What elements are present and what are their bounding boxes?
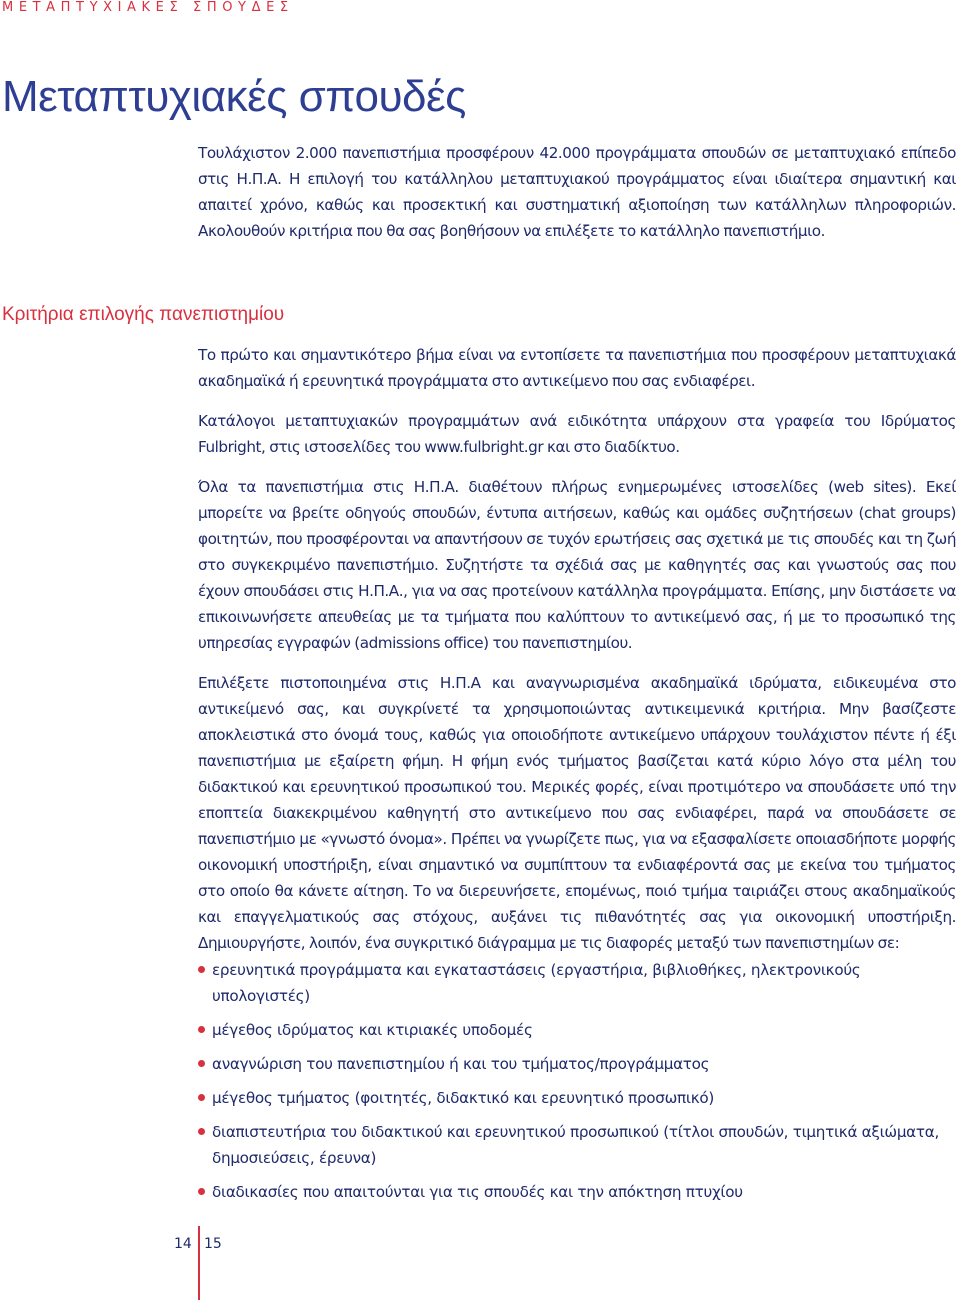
page-number-left: 14: [174, 1236, 192, 1252]
list-item-text: διαδικασίες που απαιτούνται για τις σπουδές και την απόκτηση πτυχίου: [212, 1183, 743, 1201]
bullet-dot-icon: [198, 1026, 205, 1033]
bullet-dot-icon: [198, 1060, 205, 1067]
list-item: [198, 1179, 956, 1205]
list-item: [198, 1017, 956, 1043]
bullet-dot-icon: [198, 1188, 205, 1195]
list-item-text: διαπιστευτήρια του διδακτικού και ερευνητικού προσωπικού (τίτλοι σπουδών, τιμητικά αξιώματα, δημοσιεύσεις, έρευνα): [212, 1123, 939, 1167]
list-item: [198, 1085, 956, 1111]
list-item: [198, 957, 956, 1009]
body-paragraph-3: Όλα τα πανεπιστήμια στις Η.Π.Α. διαθέτουν πλήρως ενημερωμένες ιστοσελίδες (web sites). Εκεί μπορείτε να βρείτε οδηγούς σπουδών, έντυπα αιτήσεων, καθώς και ομάδες συζητήσεων (chat groups) φοιτητών, που προσφέρονται να απαντήσουν σε τυχόν ερωτήσεις σας σχετικά με τις σπουδές και τη ζωή στο συγκεκριμένο πανεπιστήμιο. Συζητήστε τα σχέδιά σας με καθηγητές σας και γνωστούς σας που έχουν σπουδάσει στις Η.Π.Α., για να σας προτείνουν κατάλληλα προγράμματα. Επίσης, μην διστάσετε να επικοινωνήσετε απευθείας με τα τμήματα που καλύπτουν το αντικείμενό σας, ή με το προσωπικό της υπηρεσίας εγγραφών (admissions office) του πανεπιστημίου.: [198, 478, 956, 652]
body-paragraph-4: Επιλέξετε πιστοποιημένα στις Η.Π.Α και αναγνωρισμένα ακαδημαϊκά ιδρύματα, ειδικευμένα στο αντικείμενό σας, και συγκρίνετέ τα χρησιμοποιώντας αντικειμενικά κριτήρια. Μην βασίζεστε αποκλειστικά στο όνομά τους, καθώς για οποιοδήποτε αντικείμενο υπάρχουν τουλάχιστον πέντε ή έξι πανεπιστήμια με εξαίρετη φήμη. Η φήμη ενός τμήματος βασίζεται κατά κύριο λόγο στα μέλη του διδακτικού και ερευνητικού προσωπικού του. Μερικές φορές, είναι προτιμότερο να σπουδάσετε υπό την εποπτεία διακεκριμένου καθηγητή στο αντικείμενο που σας ενδιαφέρει, παρά να σπουδάσετε σε πανεπιστήμιο με «γνωστό όνομα». Πρέπει να γνωρίζετε πως, για να εξασφαλίσετε οποιασδήποτε μορφής οικονομική υποστήριξη, είναι σημαντικό να συμπίπτουν τα ενδιαφέροντά σας με εκείνα του τμήματος στο οποίο θα κάνετε αίτηση. Το να διερευνήσετε, επομένως, ποιό τμήμα ταιριάζει στους ακαδημαϊκούς και επαγγελματικούς σας στόχους, αυξάνει τις πιθανότητές σας για οικονομική υποστήριξη. Δημιουργήστε, λοιπόν, ένα συγκριτικό διάγραμμα με τις διαφορές μεταξύ των πανεπιστημίων σε:: [198, 674, 956, 952]
section-body: [198, 342, 956, 970]
criteria-list: [198, 957, 956, 1213]
page-title: Μεταπτυχιακές σπουδές: [2, 72, 466, 121]
bullet-dot-icon: [198, 1128, 205, 1135]
section-heading: Κριτήρια επιλογής πανεπιστημίου: [2, 304, 285, 325]
list-item-text: αναγνώριση του πανεπιστημίου ή και του τμήματος/προγράμματος: [212, 1055, 710, 1073]
list-item: [198, 1051, 956, 1077]
bullet-dot-icon: [198, 1094, 205, 1101]
intro-block: [198, 140, 956, 258]
page-divider: [198, 1226, 200, 1300]
list-item: [198, 1119, 956, 1171]
list-item-text: μέγεθος τμήματος (φοιτητές, διδακτικό και ερευνητικό προσωπικό): [212, 1089, 714, 1107]
bullet-dot-icon: [198, 966, 205, 973]
list-item-text: μέγεθος ιδρύματος και κτιριακές υποδομές: [212, 1021, 533, 1039]
intro-paragraph: Τουλάχιστον 2.000 πανεπιστήμια προσφέρουν 42.000 προγράμματα σπουδών σε μεταπτυχιακό επίπεδο στις Η.Π.Α. Η επιλογή του κατάλληλου μεταπτυχιακού προγράμματος είναι ιδιαίτερα σημαντική και απαιτεί χρόνο, καθώς και προσεκτική και συστηματική αξιοποίηση των κατάλληλων πληροφοριών. Ακολουθούν κριτήρια που θα σας βοηθήσουν να επιλέξετε το κατάλληλο πανεπιστήμιο.: [198, 144, 956, 240]
list-item-text: ερευνητικά προγράμματα και εγκαταστάσεις (εργαστήρια, βιβλιοθήκες, ηλεκτρονικούς υπολογιστές): [212, 961, 861, 1005]
running-head: ΜΕΤΑΠΤΥΧΙΑΚΕΣ ΣΠΟΥΔΕΣ: [2, 0, 294, 15]
body-paragraph-1: Το πρώτο και σημαντικότερο βήμα είναι να εντοπίσετε τα πανεπιστήμια που προσφέρουν μεταπτυχιακά ακαδημαϊκά ή ερευνητικά προγράμματα στο αντικείμενο που σας ενδιαφέρει.: [198, 346, 956, 390]
body-paragraph-2: Κατάλογοι μεταπτυχιακών προγραμμάτων ανά ειδικότητα υπάρχουν στα γραφεία του Ιδρύματος Fulbright, στις ιστοσελίδες του www.fulbright.gr και στο διαδίκτυο.: [198, 412, 956, 456]
page-number-right: 15: [204, 1236, 222, 1252]
